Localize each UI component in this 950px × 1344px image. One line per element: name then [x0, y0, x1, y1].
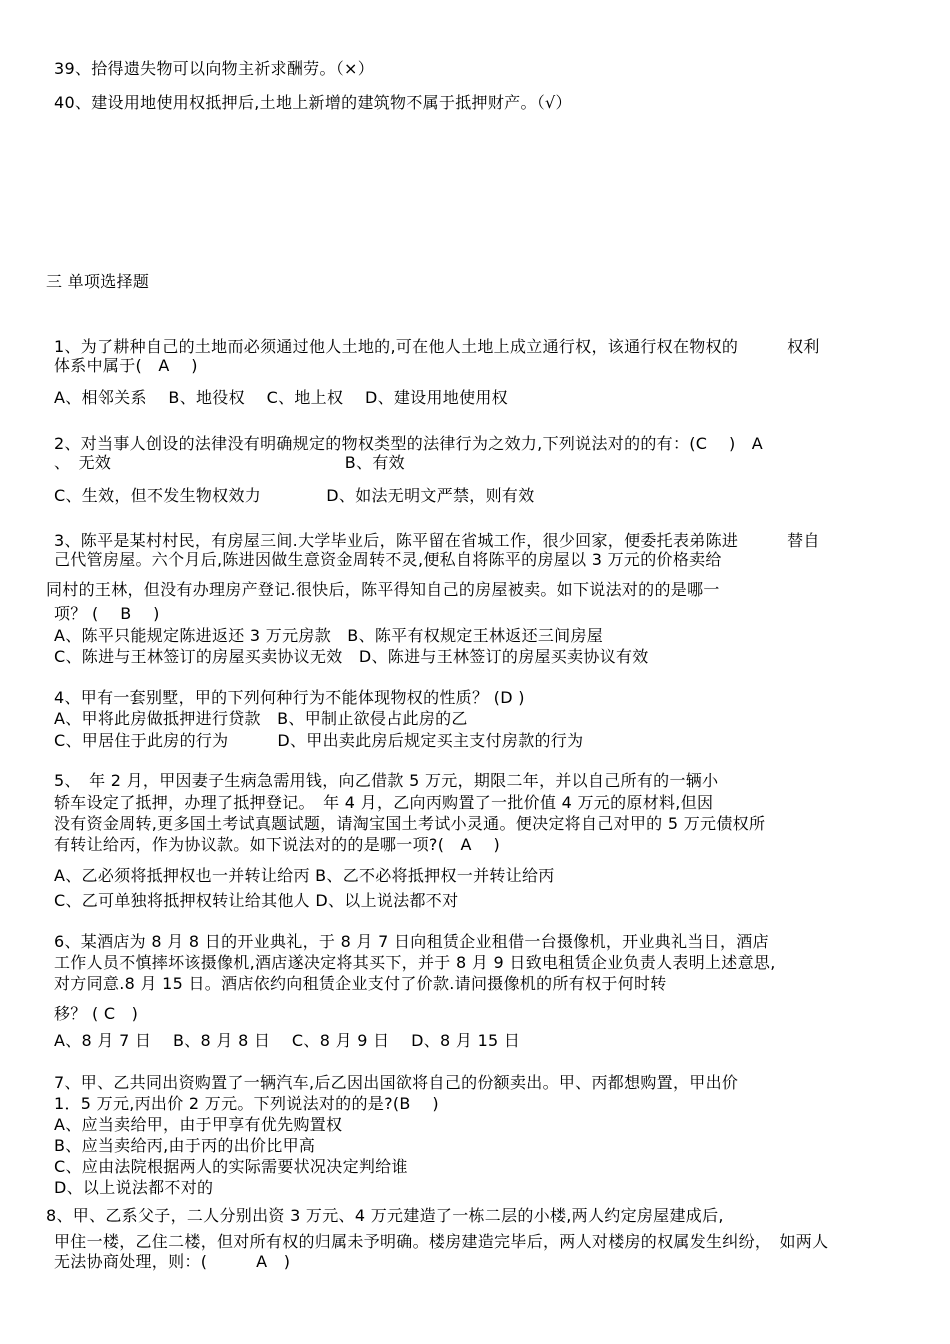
question-2-line-2: 、 无效 B、有效 — [54, 453, 405, 472]
question-5-option-line-2: C、乙可单独将抵押权转让给其他人 D、以上说法都不对 — [54, 891, 459, 910]
question-7-line-2: 1．5 万元,丙出价 2 万元。下列说法对的的是?(B ) — [54, 1094, 439, 1113]
question-7-option-line-3: C、应由法院根据两人的实际需要状况决定判给谁 — [54, 1157, 408, 1176]
question-6-line-2: 工作人员不慎摔坏该摄像机,酒店遂决定将其买下，并于 8 月 9 日致电租赁企业负责人表明上述意思, — [54, 953, 776, 972]
tf-item-40: 40、建设用地使用权抵押后,土地上新增的建筑物不属于抵押财产。（√） — [54, 93, 572, 112]
tf-item-39: 39、拾得遗失物可以向物主祈求酬劳。（×） — [54, 59, 375, 78]
question-8-line-1: 8、甲、乙系父子，二人分别出资 3 万元、4 万元建造了一栋二层的小楼,两人约定房屋建成后, — [46, 1206, 724, 1225]
question-7-option-line-2: B、应当卖给丙,由于丙的出价比甲高 — [54, 1136, 316, 1155]
question-6-line-3: 对方同意.8 月 15 日。酒店依约向租赁企业支付了价款.请问摄像机的所有权于何时转 — [54, 974, 667, 993]
question-6-option-line-1: A、8 月 7 日 B、8 月 8 日 C、8 月 9 日 D、8 月 15 日 — [54, 1031, 521, 1050]
question-5-line-2: 轿车设定了抵押，办理了抵押登记。 年 4 月，乙向丙购置了一批价值 4 万元的原材料,但因 — [54, 793, 714, 812]
question-2-option-line-1: C、生效，但不发生物权效力 D、如法无明文严禁，则有效 — [54, 486, 535, 505]
question-8-line-3: 无法协商处理，则：( A ) — [54, 1252, 291, 1271]
question-7-option-line-4: D、以上说法都不对的 — [54, 1178, 214, 1197]
question-5-option-line-1: A、乙必须将抵押权也一并转让给丙 B、乙不必将抵押权一并转让给丙 — [54, 866, 555, 885]
question-7-option-line-1: A、应当卖给甲，由于甲享有优先购置权 — [54, 1115, 343, 1134]
question-3-line-4: 项？ ( B ) — [54, 604, 160, 623]
question-3-line-2: 己代管房屋。六个月后,陈进因做生意资金周转不灵,便私自将陈平的房屋以 3 万元的价格卖给 — [54, 550, 722, 569]
question-1-line-1: 1、为了耕种自己的土地而必须通过他人土地的,可在他人土地上成立通行权，该通行权在物权的 权利 — [54, 337, 820, 356]
question-3-option-line-2: C、陈进与王林签订的房屋买卖协议无效 D、陈进与王林签订的房屋买卖协议有效 — [54, 647, 649, 666]
question-4-option-line-1: A、甲将此房做抵押进行贷款 B、甲制止欲侵占此房的乙 — [54, 709, 468, 728]
question-5-line-4: 有转让给丙，作为协议款。如下说法对的的是哪一项?( A ) — [54, 835, 501, 854]
question-5-line-1: 5、 年 2 月，甲因妻子生病急需用钱，向乙借款 5 万元，期限二年，并以自己所有的一辆小 — [54, 771, 719, 790]
question-3-line-3: 同村的王林，但没有办理房产登记.很快后，陈平得知自己的房屋被卖。如下说法对的的是哪一 — [46, 580, 720, 599]
question-8-line-2: 甲住一楼，乙住二楼，但对所有权的归属未予明确。楼房建造完毕后，两人对楼房的权属发生纠纷， 如两人 — [54, 1232, 829, 1251]
question-6-line-1: 6、某酒店为 8 月 8 日的开业典礼，于 8 月 7 日向租赁企业租借一台摄像机，开业典礼当日，酒店 — [54, 932, 769, 951]
question-3-line-1: 3、陈平是某村村民，有房屋三间.大学毕业后，陈平留在省城工作，很少回家，便委托表弟陈进 替自 — [54, 531, 820, 550]
question-7-line-1: 7、甲、乙共同出资购置了一辆汽车,后乙因出国欲将自己的份额卖出。甲、丙都想购置，甲出价 — [54, 1073, 739, 1092]
question-5-line-3: 没有资金周转,更多国土考试真题试题，请淘宝国土考试小灵通。便决定将自己对甲的 5 万元债权所 — [54, 814, 766, 833]
question-6-line-4: 移？ ( C ) — [54, 1004, 139, 1023]
question-4-line-1: 4、甲有一套别墅，甲的下列何种行为不能体现物权的性质？ (D ) — [54, 688, 525, 707]
question-2-line-1: 2、对当事人创设的法律没有明确规定的物权类型的法律行为之效力,下列说法对的的有：(C ) A — [54, 434, 764, 453]
question-3-option-line-1: A、陈平只能规定陈进返还 3 万元房款 B、陈平有权规定王林返还三间房屋 — [54, 626, 604, 645]
question-4-option-line-2: C、甲居住于此房的行为 D、甲出卖此房后规定买主支付房款的行为 — [54, 731, 584, 750]
section-title: 三 单项选择题 — [46, 272, 150, 291]
question-1-line-2: 体系中属于( A ) — [54, 356, 198, 375]
question-1-option-line-1: A、相邻关系 B、地役权 C、地上权 D、建设用地使用权 — [54, 388, 508, 407]
